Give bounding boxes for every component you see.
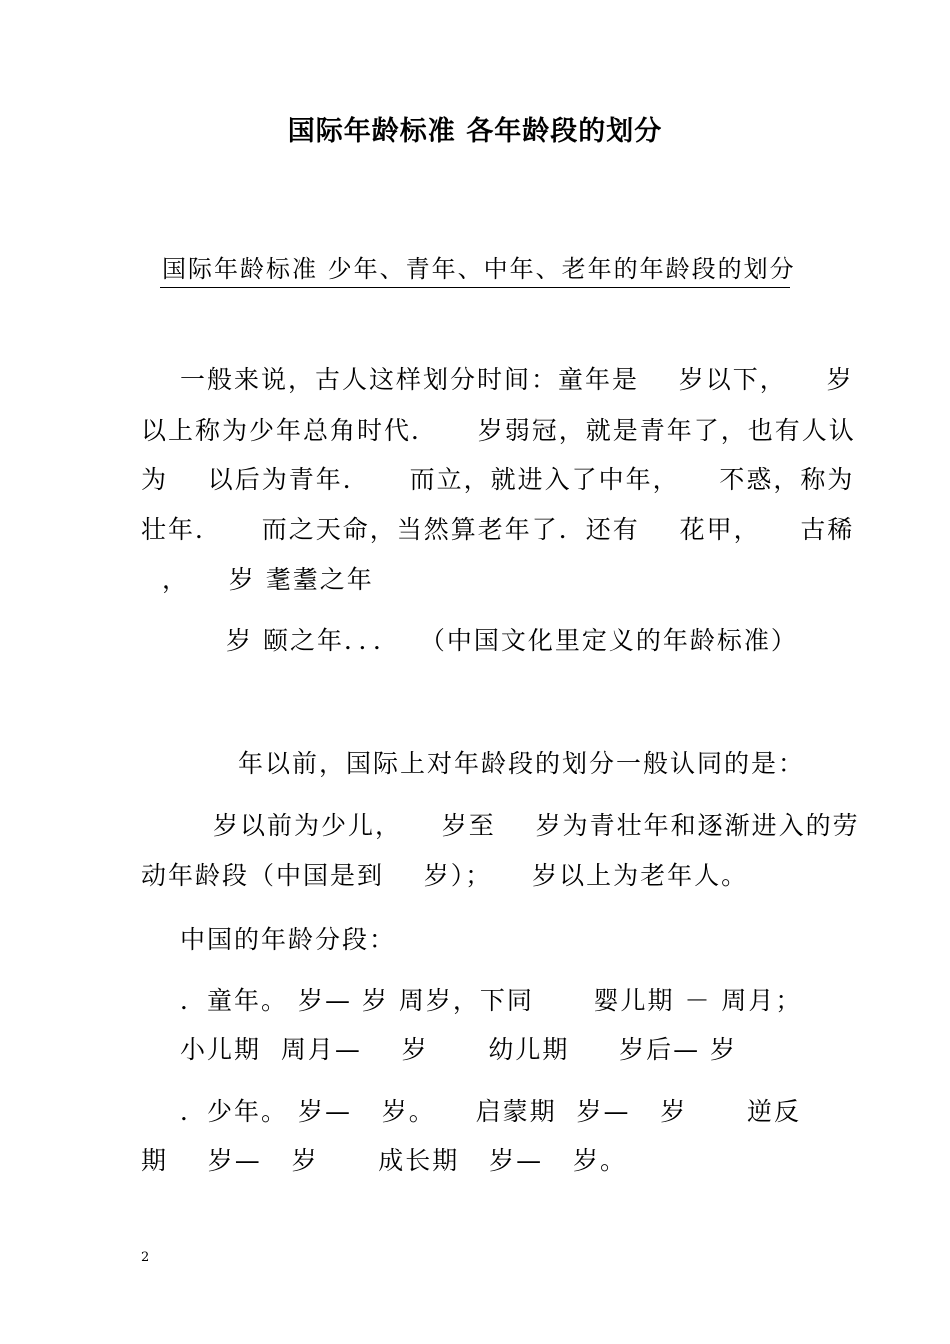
paragraph-5-line-1: 中国的年龄分段： xyxy=(180,925,397,954)
paragraph-4-line-2: 动年龄段（中国是到 岁）； 岁以上为老年人。 xyxy=(141,861,749,890)
paragraph-1-line-2: 以上称为少年总角时代． 岁弱冠，就是青年了，也有人认 xyxy=(141,416,856,445)
paragraph-1-line-4: 壮年． 而之天命，当然算老年了．还有 花甲， 古稀 xyxy=(141,515,855,544)
document-title: 国际年龄标准 各年龄段的划分 xyxy=(287,116,663,147)
paragraph-3-line-1: 年以前，国际上对年龄段的划分一般认同的是： xyxy=(238,749,806,778)
paragraph-4-line-1: 岁以前为少儿， 岁至 岁为青壮年和逐渐进入的劳 xyxy=(213,811,860,840)
subtitle-underline xyxy=(160,287,790,288)
paragraph-6-line-2: 小儿期 周月— 岁 幼儿期 岁后— 岁 xyxy=(180,1035,738,1064)
paragraph-7-line-1: ．少年。 岁— 岁。 启蒙期 岁— 岁 逆反 xyxy=(180,1097,801,1126)
page-number: 2 xyxy=(141,1250,150,1265)
document-subtitle: 国际年龄标准 少年、青年、中年、老年的年龄段的划分 xyxy=(162,255,796,283)
paragraph-2-line-1: 岁 颐之年．．． （中国文化里定义的年龄标准） xyxy=(226,626,798,655)
paragraph-7-line-2: 期 岁— 岁 成长期 岁— 岁。 xyxy=(141,1146,627,1175)
paragraph-1-line-3: 为 以后为青年． 而立，就进入了中年， 不惑，称为 xyxy=(141,465,855,494)
paragraph-1-line-5: ， 岁 耄耋之年 xyxy=(162,565,374,594)
paragraph-6-line-1: ．童年。 岁— 岁 周岁，下同 婴儿期 － 周月； xyxy=(180,986,803,1015)
paragraph-1-line-1: 一般来说，古人这样划分时间：童年是 岁以下， 岁 xyxy=(180,365,854,394)
